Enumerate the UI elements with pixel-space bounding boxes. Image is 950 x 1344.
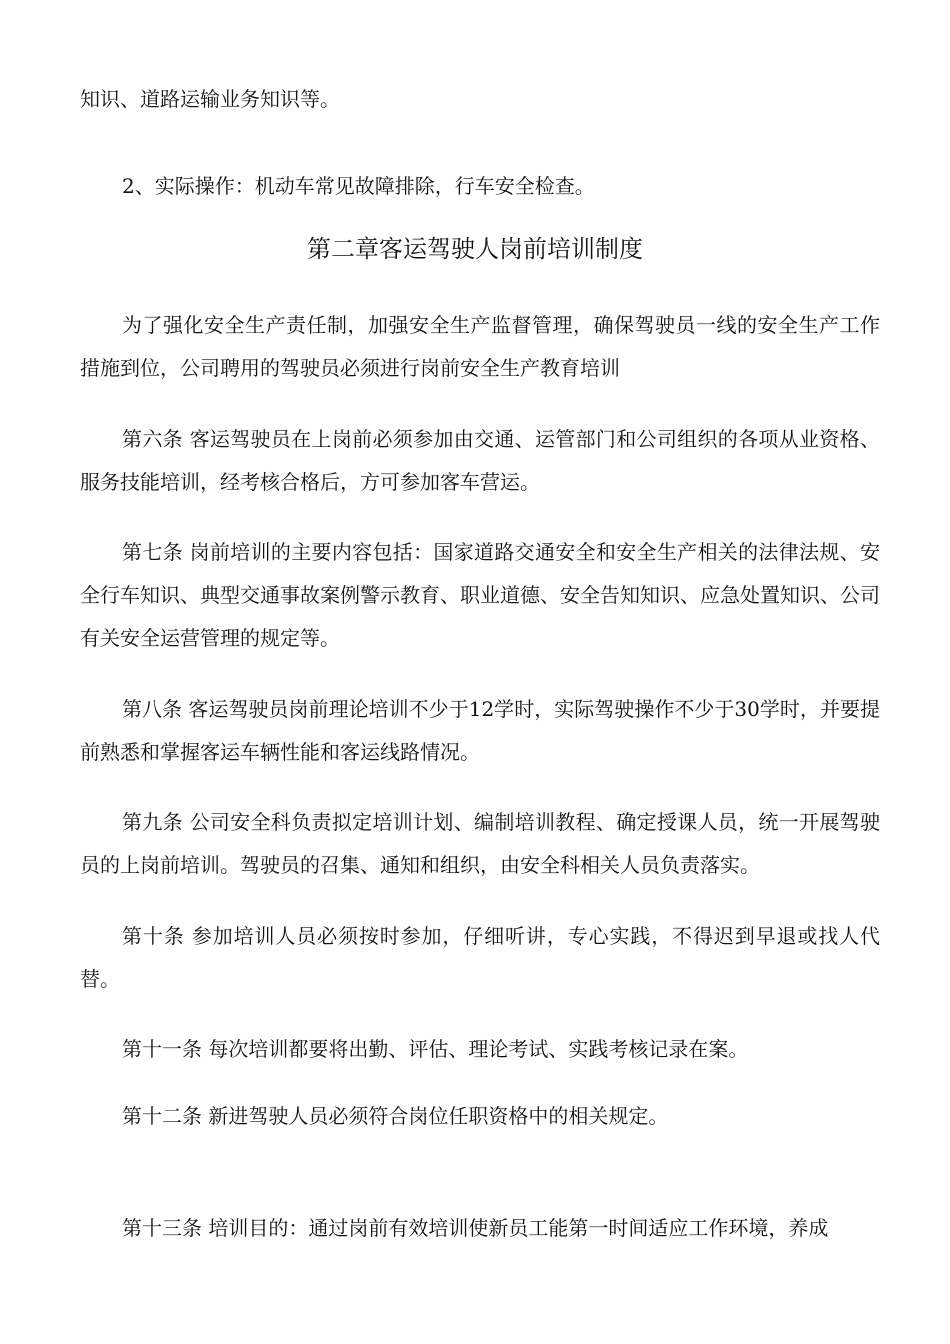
paragraph-intro: 为了强化安全生产责任制，加强安全生产监督管理，确保驾驶员一线的安全生产工作措施到位，公司聘用的驾驶员必须进行岗前安全生产教育培训 [80,313,880,380]
article-8: 第八条 客运驾驶员岗前理论培训不少于12学时，实际驾驶操作不少于30学时，并要提前熟悉和掌握客运车辆性能和客运线路情况。 [80,697,880,764]
article-11: 第十一条 每次培训都要将出勤、评估、理论考试、实践考核记录在案。 [122,1037,749,1061]
article-9: 第九条 公司安全科负责拟定培训计划、编制培训教程、确定授课人员，统一开展驾驶员的上岗前培训。驾驶员的召集、通知和组织，由安全科相关人员负责落实。 [80,810,880,877]
article-13: 第十三条 培训目的：通过岗前有效培训使新员工能第一时间适应工作环境，养成 [122,1216,829,1240]
paragraph-continuation: 知识、道路运输业务知识等。 [80,87,340,111]
article-7: 第七条 岗前培训的主要内容包括：国家道路交通安全和安全生产相关的法律法规、安全行车知识、典型交通事故案例警示教育、职业道德、安全告知知识、应急处置知识、公司有关安全运营管理的规定等。 [80,540,880,650]
article-12: 第十二条 新进驾驶人员必须符合岗位任职资格中的相关规定。 [122,1104,669,1128]
chapter-title: 第二章客运驾驶人岗前培训制度 [307,235,643,263]
article-10: 第十条 参加培训人员必须按时参加，仔细听讲，专心实践，不得迟到早退或找人代替。 [80,924,880,991]
article-6: 第六条 客运驾驶员在上岗前必须参加由交通、运管部门和公司组织的各项从业资格、服务技能培训，经考核合格后，方可参加客车营运。 [80,427,880,494]
paragraph-practical-operation: 2、实际操作：机动车常见故障排除，行车安全检查。 [122,174,595,198]
